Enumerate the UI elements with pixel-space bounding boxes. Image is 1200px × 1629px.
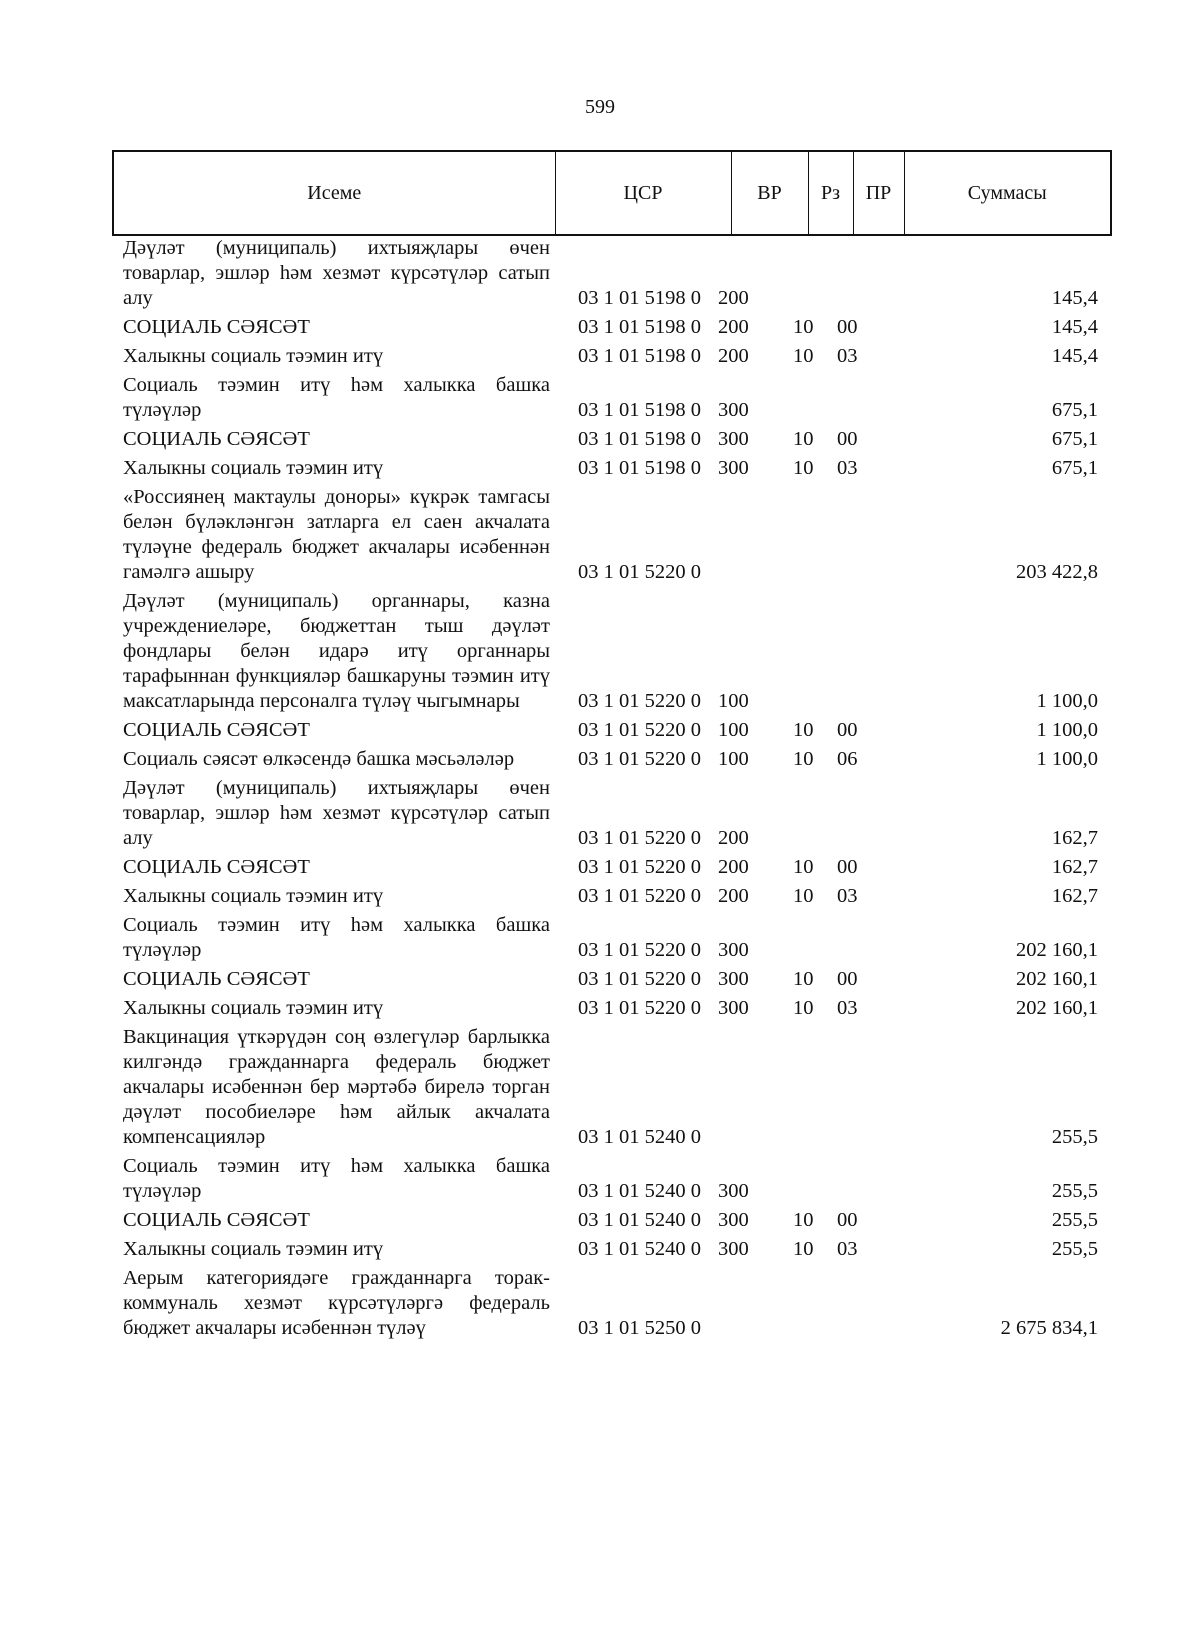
cell-vr: 300 bbox=[718, 1238, 749, 1260]
table-row bbox=[112, 996, 1110, 1021]
cell-name: «Россиянең мактаулы доноры» күкрәк тамгасы белән бүләкләнгән затларга ел саен акчалата түләүне федераль бюджет акчалары исәбеннән гамәлгә ашыру bbox=[123, 486, 550, 583]
cell-vr: 300 bbox=[718, 399, 749, 421]
cell-sum: 145,4 bbox=[1051, 316, 1098, 338]
cell-csr: 03 1 01 5220 0 bbox=[578, 885, 701, 907]
cell-sum: 202 160,1 bbox=[1016, 997, 1098, 1019]
table-row bbox=[112, 1266, 1110, 1341]
cell-sum: 1 100,0 bbox=[1036, 719, 1098, 741]
cell-pr: 00 bbox=[837, 856, 858, 878]
cell-pr: 00 bbox=[837, 428, 858, 450]
header-pr: ПР bbox=[853, 151, 904, 235]
page-number: 599 bbox=[585, 96, 615, 118]
cell-csr: 03 1 01 5220 0 bbox=[578, 748, 701, 770]
cell-name: Социаль сәясәт өлкәсендә башка мәсьәләләр bbox=[123, 748, 515, 770]
cell-vr: 200 bbox=[718, 316, 749, 338]
table-row bbox=[112, 776, 1110, 851]
cell-name: Социаль тәэмин итү һәм халыкка башка түләүләр bbox=[123, 1155, 550, 1202]
cell-name: СОЦИАЛЬ СӘЯСӘТ bbox=[123, 1209, 310, 1231]
cell-name: СОЦИАЛЬ СӘЯСӘТ bbox=[123, 968, 310, 990]
cell-csr: 03 1 01 5198 0 bbox=[578, 287, 701, 309]
cell-csr: 03 1 01 5240 0 bbox=[578, 1209, 701, 1231]
cell-pr: 03 bbox=[837, 997, 858, 1019]
cell-csr: 03 1 01 5220 0 bbox=[578, 827, 701, 849]
cell-name: СОЦИАЛЬ СӘЯСӘТ bbox=[123, 428, 310, 450]
table-row bbox=[112, 718, 1110, 743]
cell-name: Халыкны социаль тәэмин итү bbox=[123, 457, 384, 479]
table-row bbox=[112, 1237, 1110, 1262]
cell-sum: 202 160,1 bbox=[1016, 968, 1098, 990]
cell-name: Вакцинация үткәрүдән соң өзлегүләр барлыкка килгәндә гражданнарга федераль бюджет акчалары исәбеннән бер мәртәбә бирелә торган дәүләт пособиеләре һәм айлык акчалата компенсацияләр bbox=[123, 1026, 550, 1148]
cell-csr: 03 1 01 5220 0 bbox=[578, 939, 701, 961]
table-row bbox=[112, 884, 1110, 909]
cell-rz: 10 bbox=[793, 997, 814, 1019]
cell-sum: 2 675 834,1 bbox=[1000, 1317, 1098, 1339]
cell-name: Социаль тәэмин итү һәм халыкка башка түләүләр bbox=[123, 374, 550, 421]
cell-sum: 162,7 bbox=[1051, 856, 1098, 878]
cell-rz: 10 bbox=[793, 748, 814, 770]
cell-rz: 10 bbox=[793, 885, 814, 907]
cell-sum: 675,1 bbox=[1051, 399, 1098, 421]
table-row bbox=[112, 1208, 1110, 1233]
cell-name: Дәүләт (муниципаль) органнары, казна учреждениеләре, бюджеттан тыш дәүләт фондлары белән идарә итү органнары тарафыннан функцияләр башкаруны тәэмин итү максатларында персоналга түләү чыгымнары bbox=[123, 590, 550, 712]
cell-vr: 200 bbox=[718, 345, 749, 367]
cell-name: Халыкны социаль тәэмин итү bbox=[123, 997, 384, 1019]
cell-sum: 202 160,1 bbox=[1016, 939, 1098, 961]
table-row bbox=[112, 236, 1110, 311]
cell-name: Халыкны социаль тәэмин итү bbox=[123, 345, 384, 367]
budget-table-body bbox=[112, 236, 1110, 1341]
cell-vr: 300 bbox=[718, 968, 749, 990]
cell-vr: 200 bbox=[718, 287, 749, 309]
table-row bbox=[112, 1154, 1110, 1204]
cell-sum: 1 100,0 bbox=[1036, 748, 1098, 770]
cell-sum: 145,4 bbox=[1051, 287, 1098, 309]
cell-name: Халыкны социаль тәэмин итү bbox=[123, 885, 384, 907]
cell-sum: 162,7 bbox=[1051, 827, 1098, 849]
cell-sum: 255,5 bbox=[1051, 1238, 1098, 1260]
header-vr: ВР bbox=[731, 151, 808, 235]
cell-pr: 03 bbox=[837, 457, 858, 479]
cell-csr: 03 1 01 5250 0 bbox=[578, 1317, 701, 1339]
cell-pr: 00 bbox=[837, 719, 858, 741]
table-row bbox=[112, 485, 1110, 585]
cell-name: Дәүләт (муниципаль) ихтыяҗлары өчен товарлар, эшләр һәм хезмәт күрсәтүләр сатып алу bbox=[123, 237, 550, 309]
cell-name: СОЦИАЛЬ СӘЯСӘТ bbox=[123, 719, 310, 741]
cell-sum: 675,1 bbox=[1051, 428, 1098, 450]
cell-csr: 03 1 01 5240 0 bbox=[578, 1180, 701, 1202]
cell-csr: 03 1 01 5220 0 bbox=[578, 719, 701, 741]
cell-sum: 203 422,8 bbox=[1016, 561, 1098, 583]
cell-pr: 06 bbox=[837, 748, 858, 770]
cell-rz: 10 bbox=[793, 457, 814, 479]
cell-vr: 100 bbox=[718, 748, 749, 770]
table-row bbox=[112, 427, 1110, 452]
cell-pr: 03 bbox=[837, 1238, 858, 1260]
cell-rz: 10 bbox=[793, 345, 814, 367]
cell-sum: 255,5 bbox=[1051, 1126, 1098, 1148]
cell-rz: 10 bbox=[793, 316, 814, 338]
cell-csr: 03 1 01 5240 0 bbox=[578, 1238, 701, 1260]
cell-vr: 200 bbox=[718, 856, 749, 878]
table-row bbox=[112, 747, 1110, 772]
header-name: Исеме bbox=[113, 151, 555, 235]
cell-name: Аерым категориядәге гражданнарга торак-коммуналь хезмәт күрсәтүләргә федераль бюджет акчалары исәбеннән түләү bbox=[123, 1267, 550, 1339]
cell-vr: 300 bbox=[718, 939, 749, 961]
cell-csr: 03 1 01 5220 0 bbox=[578, 690, 701, 712]
table-row bbox=[112, 855, 1110, 880]
cell-csr: 03 1 01 5198 0 bbox=[578, 428, 701, 450]
cell-pr: 03 bbox=[837, 345, 858, 367]
cell-csr: 03 1 01 5220 0 bbox=[578, 968, 701, 990]
cell-csr: 03 1 01 5198 0 bbox=[578, 345, 701, 367]
cell-name: СОЦИАЛЬ СӘЯСӘТ bbox=[123, 856, 310, 878]
cell-vr: 300 bbox=[718, 428, 749, 450]
header-csr: ЦСР bbox=[555, 151, 731, 235]
cell-name: СОЦИАЛЬ СӘЯСӘТ bbox=[123, 316, 310, 338]
cell-sum: 255,5 bbox=[1051, 1209, 1098, 1231]
table-row bbox=[112, 913, 1110, 963]
cell-pr: 03 bbox=[837, 885, 858, 907]
cell-vr: 300 bbox=[718, 1180, 749, 1202]
cell-rz: 10 bbox=[793, 856, 814, 878]
cell-pr: 00 bbox=[837, 1209, 858, 1231]
cell-rz: 10 bbox=[793, 968, 814, 990]
cell-name: Социаль тәэмин итү һәм халыкка башка түләүләр bbox=[123, 914, 550, 961]
cell-name: Халыкны социаль тәэмин итү bbox=[123, 1238, 384, 1260]
table-row bbox=[112, 1025, 1110, 1150]
table-row bbox=[112, 315, 1110, 340]
table-row bbox=[112, 373, 1110, 423]
cell-csr: 03 1 01 5220 0 bbox=[578, 997, 701, 1019]
cell-vr: 200 bbox=[718, 827, 749, 849]
cell-rz: 10 bbox=[793, 428, 814, 450]
cell-vr: 300 bbox=[718, 457, 749, 479]
cell-rz: 10 bbox=[793, 1209, 814, 1231]
cell-pr: 00 bbox=[837, 316, 858, 338]
cell-vr: 300 bbox=[718, 997, 749, 1019]
cell-csr: 03 1 01 5220 0 bbox=[578, 856, 701, 878]
cell-vr: 200 bbox=[718, 885, 749, 907]
cell-vr: 100 bbox=[718, 719, 749, 741]
cell-sum: 162,7 bbox=[1051, 885, 1098, 907]
cell-sum: 1 100,0 bbox=[1036, 690, 1098, 712]
cell-rz: 10 bbox=[793, 1238, 814, 1260]
header-sum: Суммасы bbox=[904, 151, 1111, 235]
cell-csr: 03 1 01 5198 0 bbox=[578, 316, 701, 338]
cell-sum: 145,4 bbox=[1051, 345, 1098, 367]
cell-csr: 03 1 01 5198 0 bbox=[578, 399, 701, 421]
cell-name: Дәүләт (муниципаль) ихтыяҗлары өчен товарлар, эшләр һәм хезмәт күрсәтүләр сатып алу bbox=[123, 777, 550, 849]
cell-csr: 03 1 01 5240 0 bbox=[578, 1126, 701, 1148]
cell-vr: 300 bbox=[718, 1209, 749, 1231]
cell-sum: 255,5 bbox=[1051, 1180, 1098, 1202]
cell-rz: 10 bbox=[793, 719, 814, 741]
cell-vr: 100 bbox=[718, 690, 749, 712]
cell-csr: 03 1 01 5198 0 bbox=[578, 457, 701, 479]
cell-sum: 675,1 bbox=[1051, 457, 1098, 479]
cell-csr: 03 1 01 5220 0 bbox=[578, 561, 701, 583]
table-row bbox=[112, 967, 1110, 992]
table-row bbox=[112, 344, 1110, 369]
table-row bbox=[112, 589, 1110, 714]
cell-pr: 00 bbox=[837, 968, 858, 990]
table-row bbox=[112, 456, 1110, 481]
table-header bbox=[112, 150, 1112, 236]
header-rz: Рз bbox=[808, 151, 853, 235]
